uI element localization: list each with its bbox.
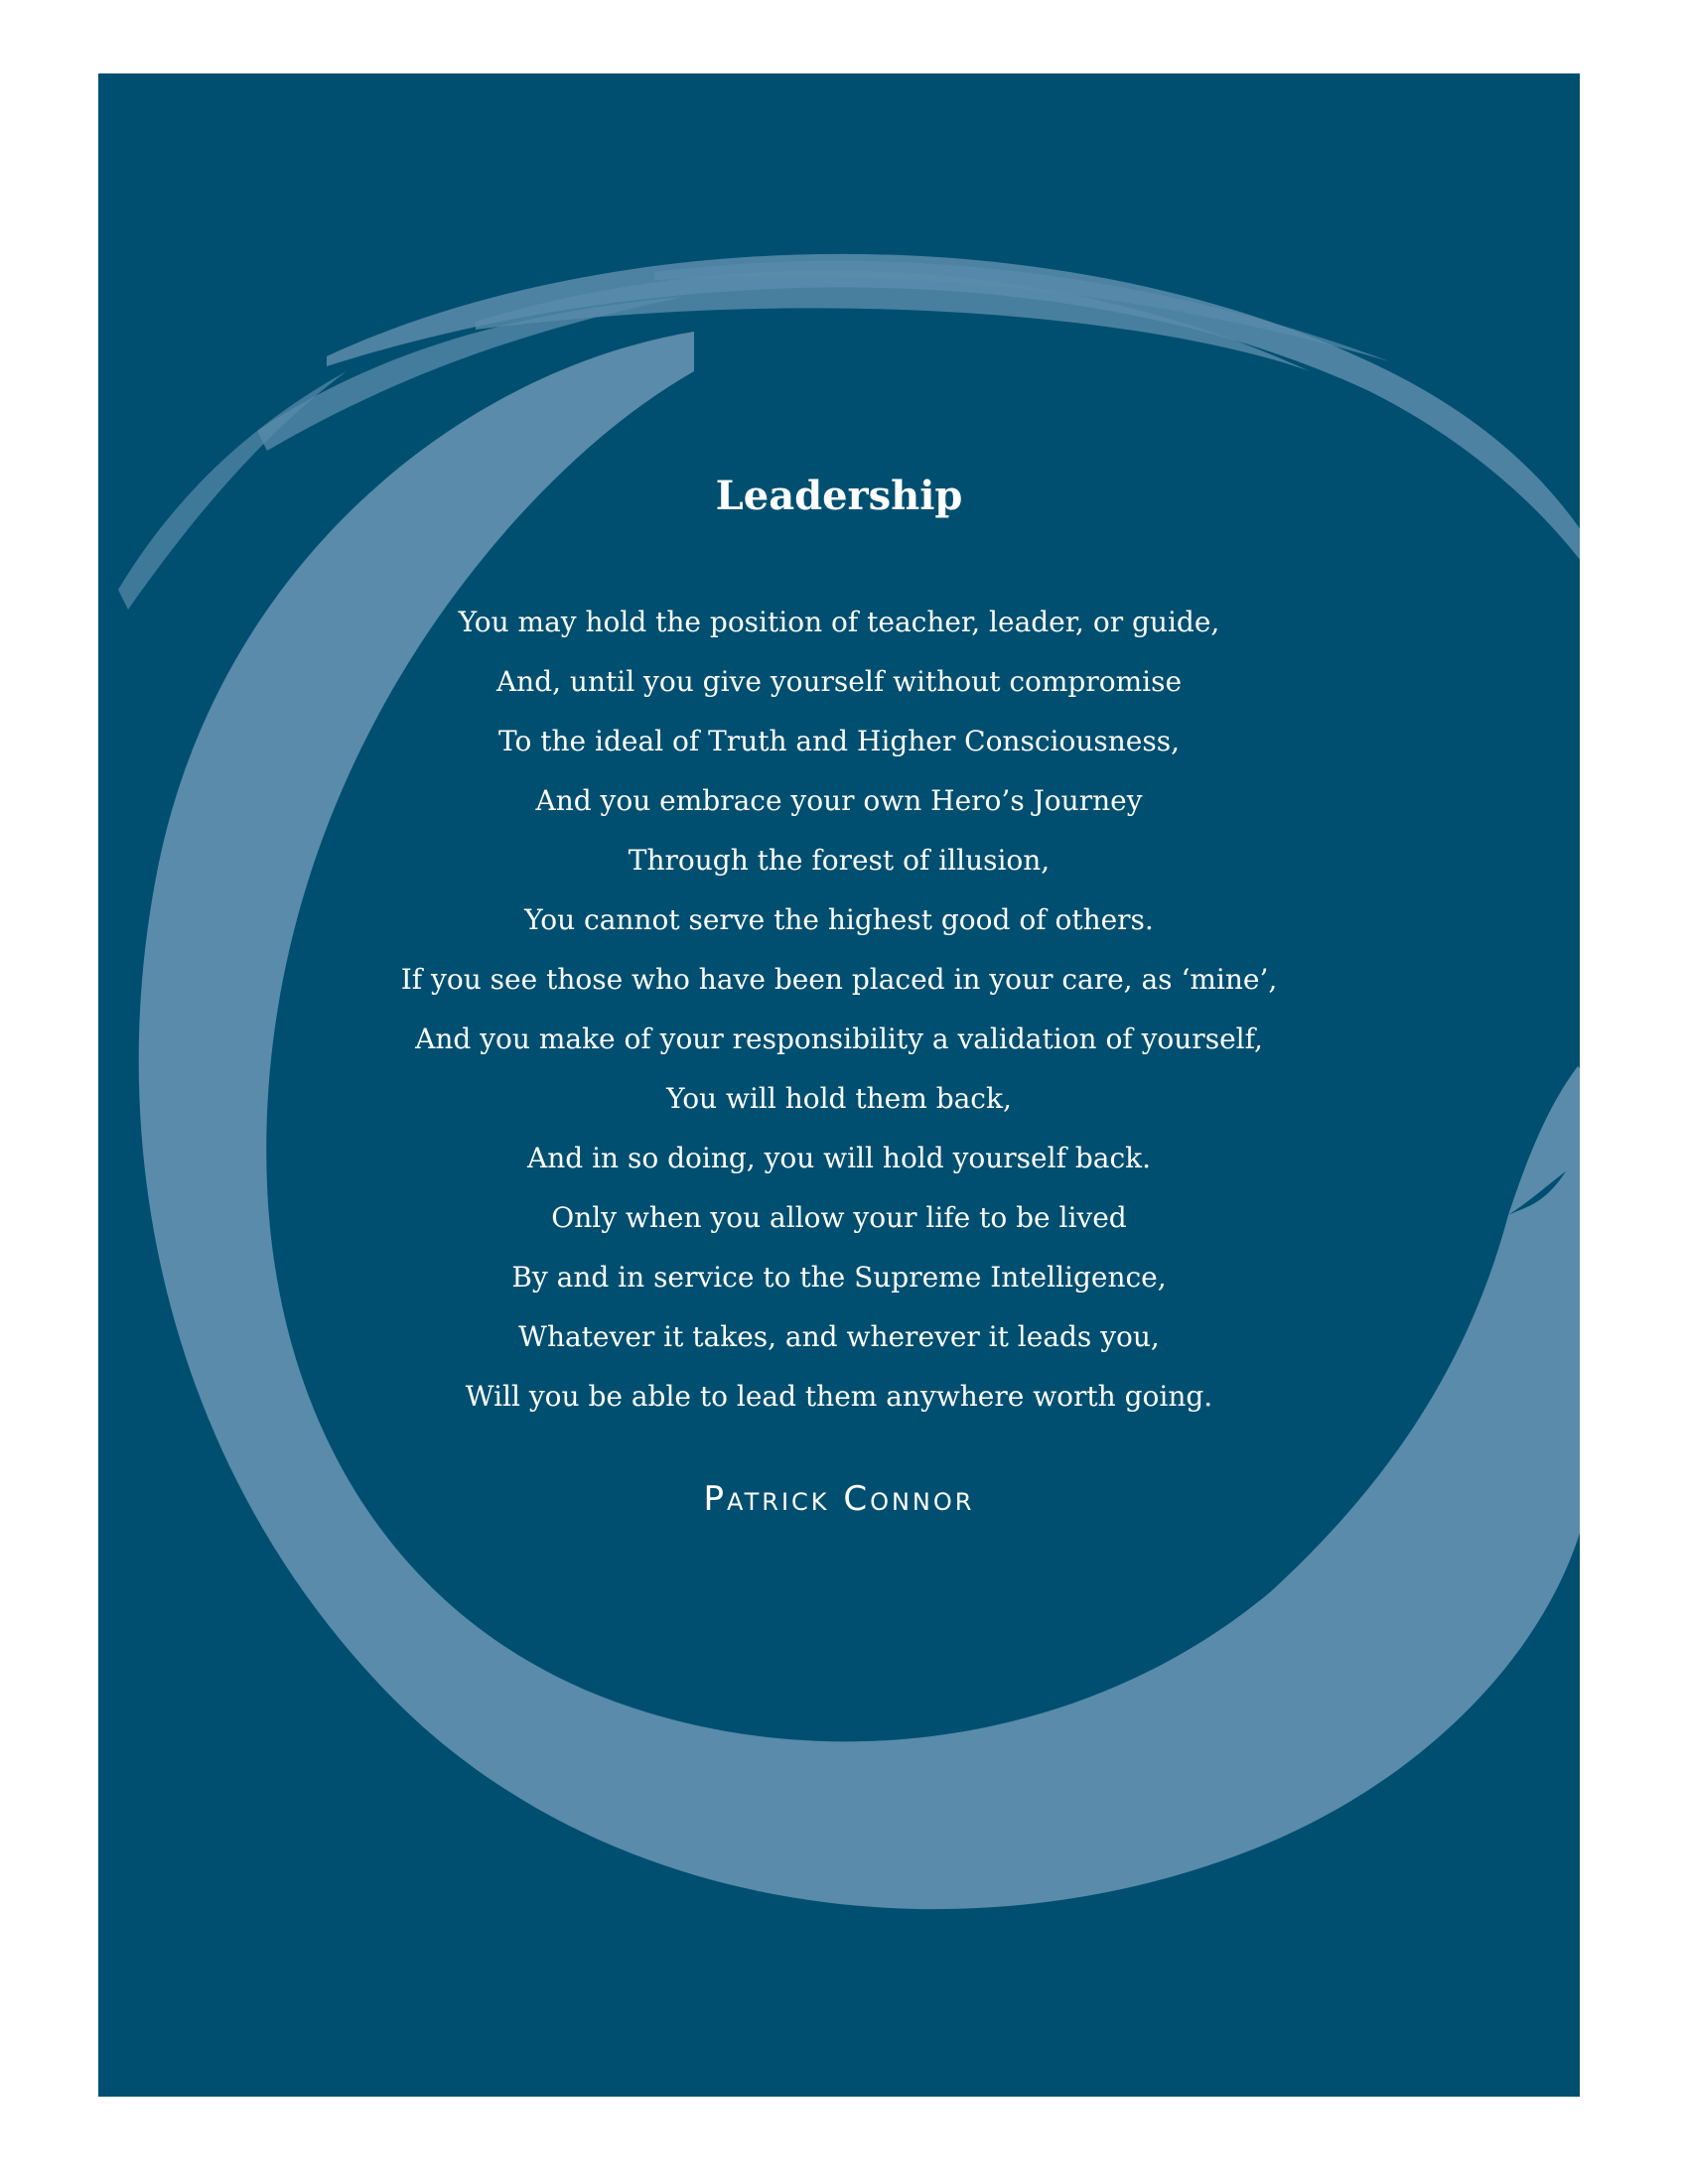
poem-line: By and in service to the Supreme Intelligence, — [511, 1261, 1167, 1294]
poem-line: Will you be able to lead them anywhere worth going. — [465, 1380, 1213, 1413]
poem-author: Patrick Connor — [703, 1479, 975, 1519]
poem-line: You cannot serve the highest good of others. — [524, 903, 1154, 936]
poem-line: To the ideal of Truth and Higher Consciousness, — [498, 725, 1180, 757]
poem-card — [98, 73, 1580, 2097]
poem-line: You may hold the position of teacher, leader, or guide, — [458, 606, 1220, 638]
poem-line: And you make of your responsibility a validation of yourself, — [415, 1023, 1263, 1055]
poem-line: You will hold them back, — [666, 1082, 1012, 1115]
poem-line: Only when you allow your life to be lived — [551, 1201, 1127, 1234]
poem-line: And you embrace your own Hero’s Journey — [535, 784, 1143, 817]
poem-lines — [98, 593, 1580, 1427]
poem — [98, 73, 1580, 2097]
poem-line: If you see those who have been placed in your care, as ‘mine’, — [400, 963, 1278, 996]
poem-line: And, until you give yourself without compromise — [495, 665, 1183, 698]
poem-line: Through the forest of illusion, — [628, 844, 1051, 877]
poem-line: And in so doing, you will hold yourself back. — [526, 1142, 1152, 1174]
poem-line: Whatever it takes, and wherever it leads you, — [518, 1320, 1160, 1353]
poem-title: Leadership — [715, 473, 963, 519]
